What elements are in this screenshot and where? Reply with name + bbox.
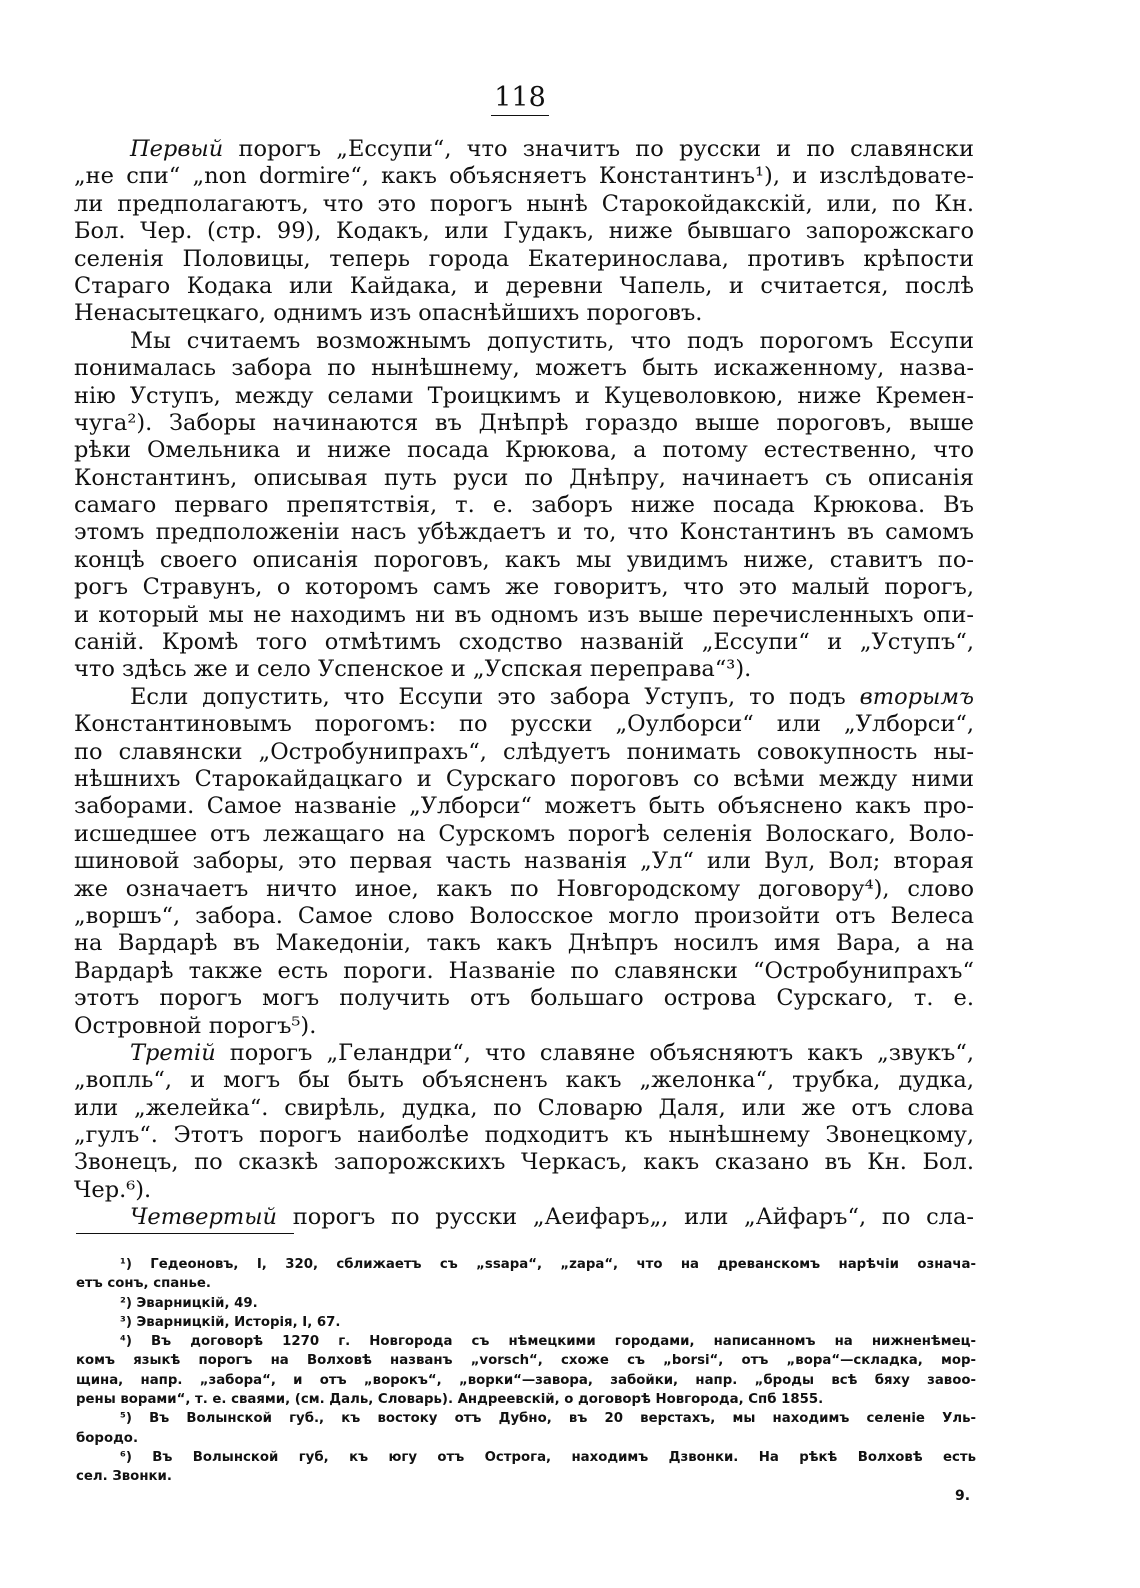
- text-line: понималась забора по нынѣшнему, можетъ быть искаженному, назва-: [74, 355, 974, 382]
- text-line: и который мы не находимъ ни въ одномъ изъ выше перечисленныхъ опи-: [74, 601, 974, 628]
- text-line: заборами. Самое названіе „Улборси“ можетъ быть объяснено какъ про-: [74, 793, 974, 820]
- footnote-line: ²) Эварницкій, 49.: [120, 1295, 258, 1311]
- text-line: Константиновымъ порогомъ: по русски „Оулборси“ или „Улборси“,: [74, 711, 974, 738]
- text-line: нію Уступъ, между селами Троицкимъ и Куцеволовкою, ниже Кремен-: [74, 382, 974, 409]
- text-line: рогъ Стравунъ, о которомъ самъ же говоритъ, что это малый порогъ,: [74, 574, 974, 601]
- footnote-1: [76, 1255, 976, 1294]
- paragraph-3: [74, 684, 974, 1040]
- footnote-line: рены ворами“, т. е. сваями, (см. Даль, Словарь). Андреевскій, о договорѣ Новгорода, Спб 1855.: [76, 1392, 824, 1408]
- text-line: Первый порогъ „Ессупи“, что значитъ по русски и по славянски: [130, 136, 974, 162]
- text-line: Островной порогъ⁵).: [74, 1012, 317, 1039]
- text-line: Четвертый порогъ по русски „Аеифаръ„, или „Айфаръ“, по сла-: [130, 1204, 974, 1231]
- text-line: „воршъ“, забора. Самое слово Волосское могло произойти отъ Велеса: [74, 902, 974, 929]
- body-text: [74, 136, 974, 1232]
- text-line: Ненасытецкаго, однимъ изъ опаснѣйшихъ пороговъ.: [74, 300, 703, 327]
- footnote-line: ³) Эварницкій, Исторія, I, 67.: [120, 1314, 341, 1330]
- text-line: исшедшее отъ лежащаго на Сурскомъ порогѣ селенія Волоскаго, Воло-: [74, 820, 974, 847]
- footnotes: [76, 1255, 976, 1487]
- text-line: что здѣсь же и село Успенское и „Успская переправа“³).: [74, 656, 752, 683]
- text-line: Константинъ, описывая путь руси по Днѣпру, начинаетъ съ описанія: [74, 464, 974, 491]
- footnote-line: комъ языкѣ порогъ на Волховѣ названъ „vorsch“, схоже съ „borsi“, отъ „вора“—складка, мор-: [76, 1353, 976, 1369]
- footnote-line: ⁴) Въ договорѣ 1270 г. Новгорода съ нѣмецкими городами, написанномъ на нижненѣмец-: [120, 1334, 976, 1350]
- text-line: селенія Половицы, теперь города Екатеринослава, противъ крѣпости: [74, 245, 974, 272]
- text-line: концѣ своего описанія пороговъ, какъ мы увидимъ ниже, ставитъ по-: [74, 546, 974, 573]
- text-line: Звонецъ, по сказкѣ запорожскихъ Черкасъ, какъ сказано въ Кн. Бол.: [74, 1149, 974, 1176]
- text-line: Вардарѣ также есть пороги. Названіе по славянски “Остробунипрахъ“: [74, 957, 974, 984]
- paragraph-5: [74, 1204, 974, 1231]
- text-line: шиновой заборы, это первая часть названія „Ул“ или Вул, Вол; вторая: [74, 848, 974, 875]
- text-line: на Вардарѣ въ Македоніи, такъ какъ Днѣпръ носилъ имя Вара, а на: [74, 930, 974, 957]
- text-line: Чер.⁶).: [74, 1176, 152, 1203]
- text-line: же означаетъ ничто иное, какъ по Новгородскому договору⁴), слово: [74, 875, 974, 902]
- text-line: Если допустить, что Ессупи это забора Уступъ, то подъ вторымъ: [130, 683, 974, 710]
- footnote-separator: [76, 1233, 294, 1234]
- text-line: этомъ предположеніи насъ убѣждаетъ и то, что Константинъ въ самомъ: [74, 519, 974, 546]
- footnote-line: ⁶) Въ Волынской губ, къ югу отъ Острога, находимъ Дзвонки. На рѣкѣ Волховѣ есть: [120, 1449, 976, 1465]
- text-line: саній. Кромѣ того отмѣтимъ сходство названій „Ессупи“ и „Уступъ“,: [74, 629, 974, 656]
- paragraph-4: [74, 1040, 974, 1204]
- text-line: этотъ порогъ могъ получить отъ большаго острова Сурскаго, т. е.: [74, 985, 974, 1012]
- text-line: Стараго Кодака или Кайдака, и деревни Чапель, и считается, послѣ: [74, 272, 974, 299]
- footnote-6: [76, 1448, 976, 1487]
- footnote-line: ⁵) Въ Волынской губ., къ востоку отъ Дубно, въ 20 верстахъ, мы находимъ селеніе Уль-: [120, 1411, 976, 1427]
- text-line: нѣшнихъ Старокайдацкаго и Сурскаго пороговъ со всѣми между ними: [74, 765, 974, 792]
- footnote-4: [76, 1332, 976, 1409]
- text-line: „гулъ“. Этотъ порогъ наиболѣе подходитъ къ нынѣшнему Звонецкому,: [74, 1122, 974, 1149]
- paragraph-1: [74, 136, 974, 328]
- footnote-3: [76, 1313, 976, 1332]
- footnote-5: [76, 1409, 976, 1448]
- text-line: Третій порогъ „Геландри“, что славяне объясняютъ какъ „звукъ“,: [130, 1039, 974, 1066]
- footnote-line: бородо.: [76, 1430, 138, 1446]
- footnote-2: [76, 1294, 976, 1313]
- text-line: или „желейка“. свирѣль, дудка, по Словарю Даля, или же отъ слова: [74, 1094, 974, 1121]
- signature-mark: 9.: [955, 1488, 971, 1504]
- footnote-line: щина, напр. „забора“, и отъ „ворокъ“, „ворки“—заворa, забойки, напр. „броды всѣ бяху завоо-: [76, 1372, 976, 1388]
- text-line: Мы считаемъ возможнымъ допустить, что подъ порогомъ Ессупи: [130, 327, 974, 354]
- footnote-line: етъ сонъ, спанье.: [76, 1276, 211, 1292]
- footnote-line: ¹) Гедеоновъ, I, 320, сближаетъ съ „ssapa“, „zapa“, что на древанскомъ нарѣчіи означа-: [120, 1257, 976, 1272]
- text-line: рѣки Омельника и ниже посада Крюкова, а потому естественно, что: [74, 437, 974, 464]
- text-line: ли предполагаютъ, что это порогъ нынѣ Старокойдакскій, или, по Кн.: [74, 190, 974, 217]
- text-line: чуга²). Заборы начинаются въ Днѣпрѣ гораздо выше пороговъ, выше: [74, 409, 974, 436]
- footnote-line: сел. Звонки.: [76, 1469, 172, 1485]
- text-line: самаго перваго препятствія, т. е. заборъ ниже посада Крюкова. Въ: [74, 492, 974, 519]
- page-number: 118: [0, 82, 1040, 113]
- text-line: „вопль“, и могъ бы быть объясненъ какъ „желонка“, трубка, дудка,: [74, 1067, 974, 1094]
- text-line: „не спи“ „non dormire“, какъ объясняетъ Константинъ¹), и изслѣдовате-: [74, 163, 974, 190]
- text-line: по славянски „Остробунипрахъ“, слѣдуетъ понимать совокупность ны-: [74, 738, 974, 765]
- text-line: Бол. Чер. (стр. 99), Кодакъ, или Гудакъ, ниже бывшаго запорожскаго: [74, 218, 974, 245]
- paragraph-2: [74, 328, 974, 684]
